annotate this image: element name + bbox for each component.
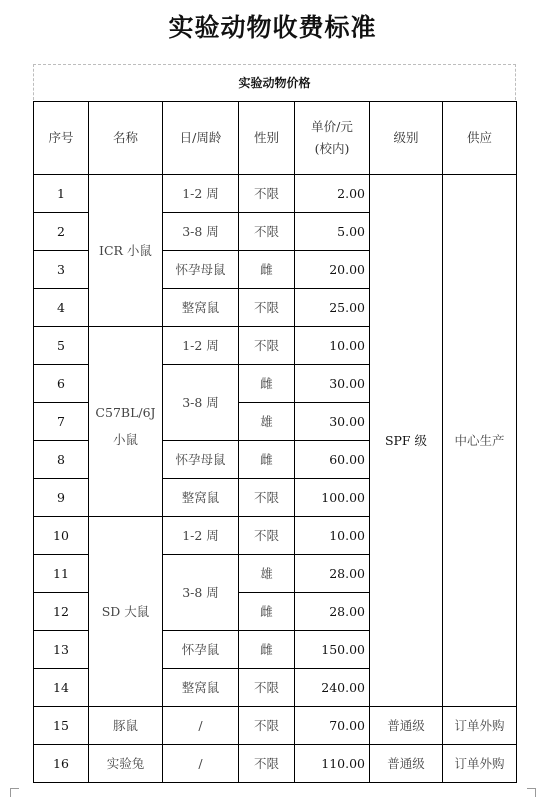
row-price: 70.00 <box>295 707 370 745</box>
row-price: 100.00 <box>295 479 370 517</box>
row-age: 3-8 周 <box>163 555 239 631</box>
row-sex: 不限 <box>239 517 295 555</box>
header-sex: 性别 <box>239 102 295 175</box>
page-corner-mark-right <box>527 788 536 797</box>
group-c57-line2: 小鼠 <box>112 431 138 447</box>
table-row <box>34 707 517 745</box>
row-age: 1-2 周 <box>163 327 239 365</box>
row-sex: 雄 <box>239 403 295 441</box>
row-age: 整窝鼠 <box>163 289 239 327</box>
row-price: 5.00 <box>295 213 370 251</box>
row-sex: 不限 <box>239 175 295 213</box>
row-index: 15 <box>34 707 89 745</box>
row-age: 整窝鼠 <box>163 669 239 707</box>
row-index: 13 <box>34 631 89 669</box>
row-sex: 雄 <box>239 555 295 593</box>
row-sex: 不限 <box>239 213 295 251</box>
row-index: 1 <box>34 175 89 213</box>
group-sd: SD 大鼠 <box>89 517 163 707</box>
row-sex: 雌 <box>239 593 295 631</box>
row-age: 3-8 周 <box>163 213 239 251</box>
row-age: 怀孕母鼠 <box>163 251 239 289</box>
header-price <box>295 102 370 175</box>
row-sex: 雌 <box>239 365 295 403</box>
row-price: 60.00 <box>295 441 370 479</box>
group-icr: ICR 小鼠 <box>89 175 163 327</box>
header-price-line2: (校内) <box>314 141 350 156</box>
row-age: 1-2 周 <box>163 175 239 213</box>
row-grade: 普通级 <box>370 707 443 745</box>
spf-grade: SPF 级 <box>370 175 443 707</box>
row-index: 10 <box>34 517 89 555</box>
row-index: 16 <box>34 745 89 783</box>
row-index: 7 <box>34 403 89 441</box>
row-index: 14 <box>34 669 89 707</box>
row-sex: 不限 <box>239 479 295 517</box>
row-age: / <box>163 745 239 783</box>
row-price: 240.00 <box>295 669 370 707</box>
row-age: 1-2 周 <box>163 517 239 555</box>
row-index: 8 <box>34 441 89 479</box>
row-price: 28.00 <box>295 593 370 631</box>
row-sex: 雌 <box>239 251 295 289</box>
table-row <box>34 745 517 783</box>
header-supply: 供应 <box>443 102 517 175</box>
row-price: 110.00 <box>295 745 370 783</box>
row-age: 整窝鼠 <box>163 479 239 517</box>
row-sex: 雌 <box>239 441 295 479</box>
row-price: 30.00 <box>295 365 370 403</box>
row-index: 4 <box>34 289 89 327</box>
row-age: 怀孕母鼠 <box>163 441 239 479</box>
table-caption: 实验动物价格 <box>33 64 516 100</box>
row-sex: 不限 <box>239 745 295 783</box>
row-name: 实验兔 <box>89 745 163 783</box>
row-age: / <box>163 707 239 745</box>
row-price: 2.00 <box>295 175 370 213</box>
row-sex: 不限 <box>239 707 295 745</box>
header-grade: 级别 <box>370 102 443 175</box>
row-index: 2 <box>34 213 89 251</box>
row-index: 12 <box>34 593 89 631</box>
row-name: 豚鼠 <box>89 707 163 745</box>
row-age: 3-8 周 <box>163 365 239 441</box>
document-title: 实验动物收费标准 <box>168 13 377 42</box>
row-price: 10.00 <box>295 327 370 365</box>
row-index: 3 <box>34 251 89 289</box>
row-price: 20.00 <box>295 251 370 289</box>
row-sex: 不限 <box>239 289 295 327</box>
table-row <box>34 175 517 213</box>
row-age: 怀孕鼠 <box>163 631 239 669</box>
header-age: 日/周龄 <box>163 102 239 175</box>
spf-supply: 中心生产 <box>443 175 517 707</box>
group-c57-line1: C57BL/6J <box>95 404 156 420</box>
row-index: 5 <box>34 327 89 365</box>
row-price: 10.00 <box>295 517 370 555</box>
group-c57 <box>89 327 163 517</box>
row-sex: 不限 <box>239 327 295 365</box>
row-price: 28.00 <box>295 555 370 593</box>
row-price: 30.00 <box>295 403 370 441</box>
row-supply: 订单外购 <box>443 745 517 783</box>
price-table <box>33 101 517 783</box>
row-sex: 不限 <box>239 669 295 707</box>
header-index: 序号 <box>34 102 89 175</box>
row-price: 25.00 <box>295 289 370 327</box>
row-index: 11 <box>34 555 89 593</box>
page-corner-mark-left <box>10 788 19 797</box>
table-header-row <box>34 102 517 175</box>
row-index: 9 <box>34 479 89 517</box>
header-name: 名称 <box>89 102 163 175</box>
row-price: 150.00 <box>295 631 370 669</box>
row-supply: 订单外购 <box>443 707 517 745</box>
header-price-line1: 单价/元 <box>311 119 353 134</box>
row-grade: 普通级 <box>370 745 443 783</box>
row-index: 6 <box>34 365 89 403</box>
row-sex: 雌 <box>239 631 295 669</box>
